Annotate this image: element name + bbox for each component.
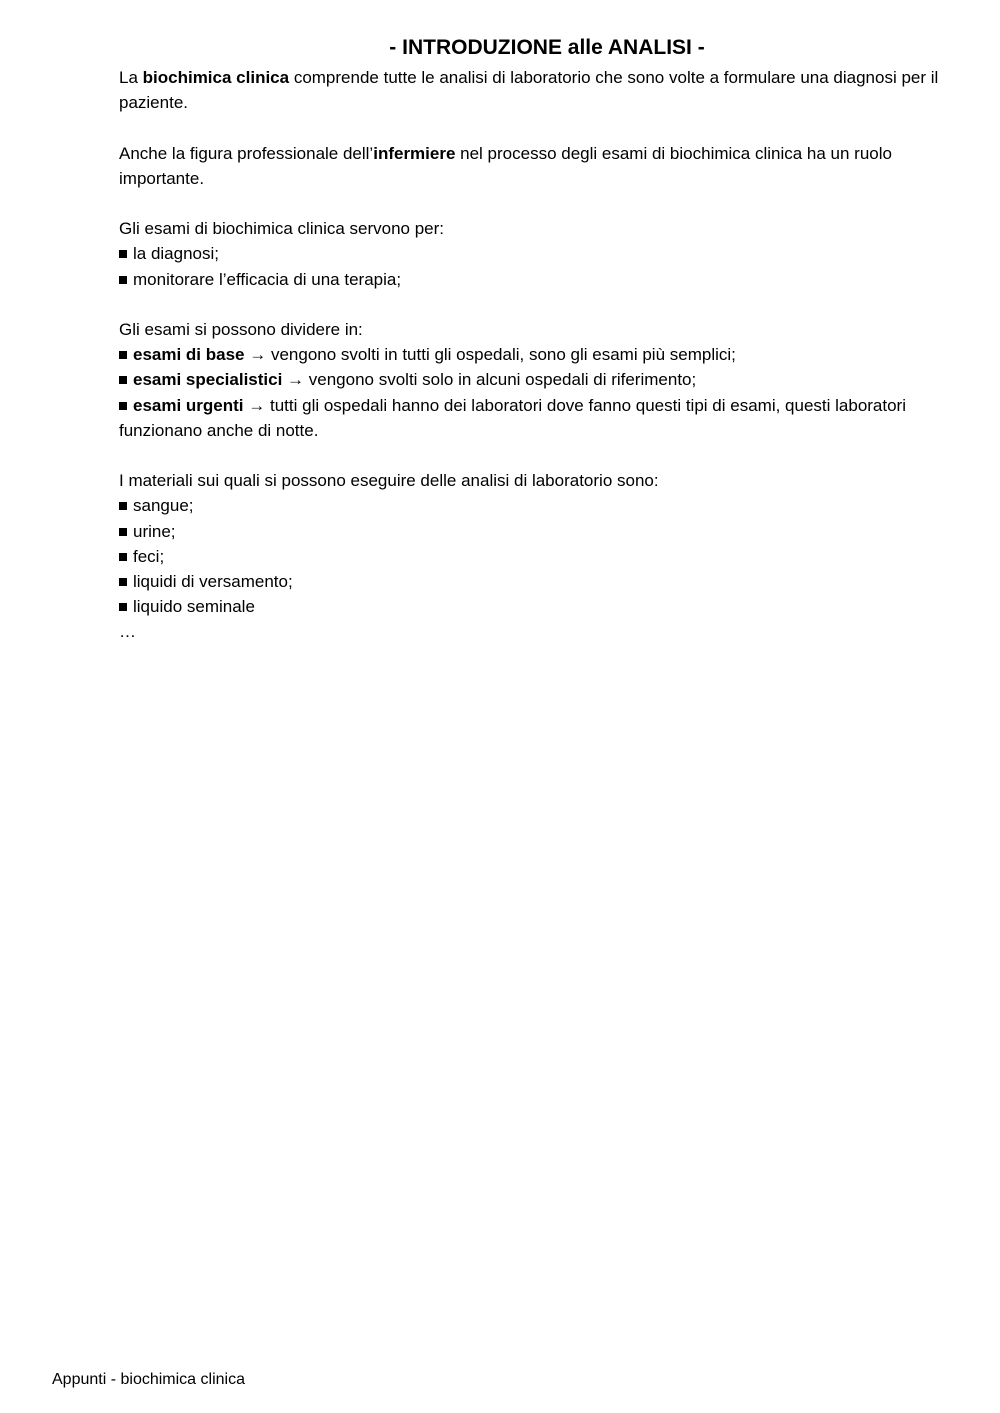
materials-lead: I materiali sui quali si possono eseguire delle analisi di laboratorio sono:	[119, 471, 659, 491]
list-item: esami urgenti → tutti gli ospedali hanno dei laboratori dove fanno questi tipi di esami, questi laboratori funzionano anche di notte.	[119, 395, 906, 440]
purpose-list	[119, 241, 979, 291]
document-body	[119, 65, 979, 645]
square-bullet-icon	[119, 276, 127, 284]
types-lead: Gli esami si possono dividere in:	[119, 319, 363, 339]
page-footer: Appunti - biochimica clinica	[52, 1371, 245, 1388]
list-item: feci;	[119, 544, 979, 569]
intro-paragraph-1: La biochimica clinica comprende tutte le analisi di laboratorio che sono volte a formulare una diagnosi per il paziente.	[119, 68, 939, 113]
intro-paragraph-2: Anche la figura professionale dell’infermiere nel processo degli esami di biochimica clinica ha un ruolo importante.	[119, 143, 892, 188]
square-bullet-icon	[119, 250, 127, 258]
materials-list	[119, 493, 979, 619]
square-bullet-icon	[119, 376, 127, 384]
list-item: esami di base → vengono svolti in tutti gli ospedali, sono gli esami più semplici;	[119, 342, 979, 367]
square-bullet-icon	[119, 553, 127, 561]
list-item: liquido seminale	[119, 594, 979, 619]
list-item: urine;	[119, 519, 979, 544]
list-item: liquidi di versamento;	[119, 569, 979, 594]
ellipsis: …	[119, 622, 136, 642]
square-bullet-icon	[119, 402, 127, 410]
purpose-lead: Gli esami di biochimica clinica servono per:	[119, 219, 445, 239]
list-item: la diagnosi;	[119, 241, 979, 266]
square-bullet-icon	[119, 578, 127, 586]
square-bullet-icon	[119, 502, 127, 510]
square-bullet-icon	[119, 351, 127, 359]
square-bullet-icon	[119, 603, 127, 611]
bold-term-biochimica-clinica: biochimica clinica	[142, 68, 290, 87]
list-item: sangue;	[119, 493, 979, 518]
bold-term-infermiere: infermiere	[373, 143, 456, 163]
list-item: esami specialistici → vengono svolti solo in alcuni ospedali di riferimento;	[119, 367, 979, 392]
square-bullet-icon	[119, 528, 127, 536]
types-list	[119, 342, 979, 443]
page-title: - INTRODUZIONE alle ANALISI -	[389, 36, 705, 59]
list-item: monitorare l’efficacia di una terapia;	[119, 267, 979, 292]
